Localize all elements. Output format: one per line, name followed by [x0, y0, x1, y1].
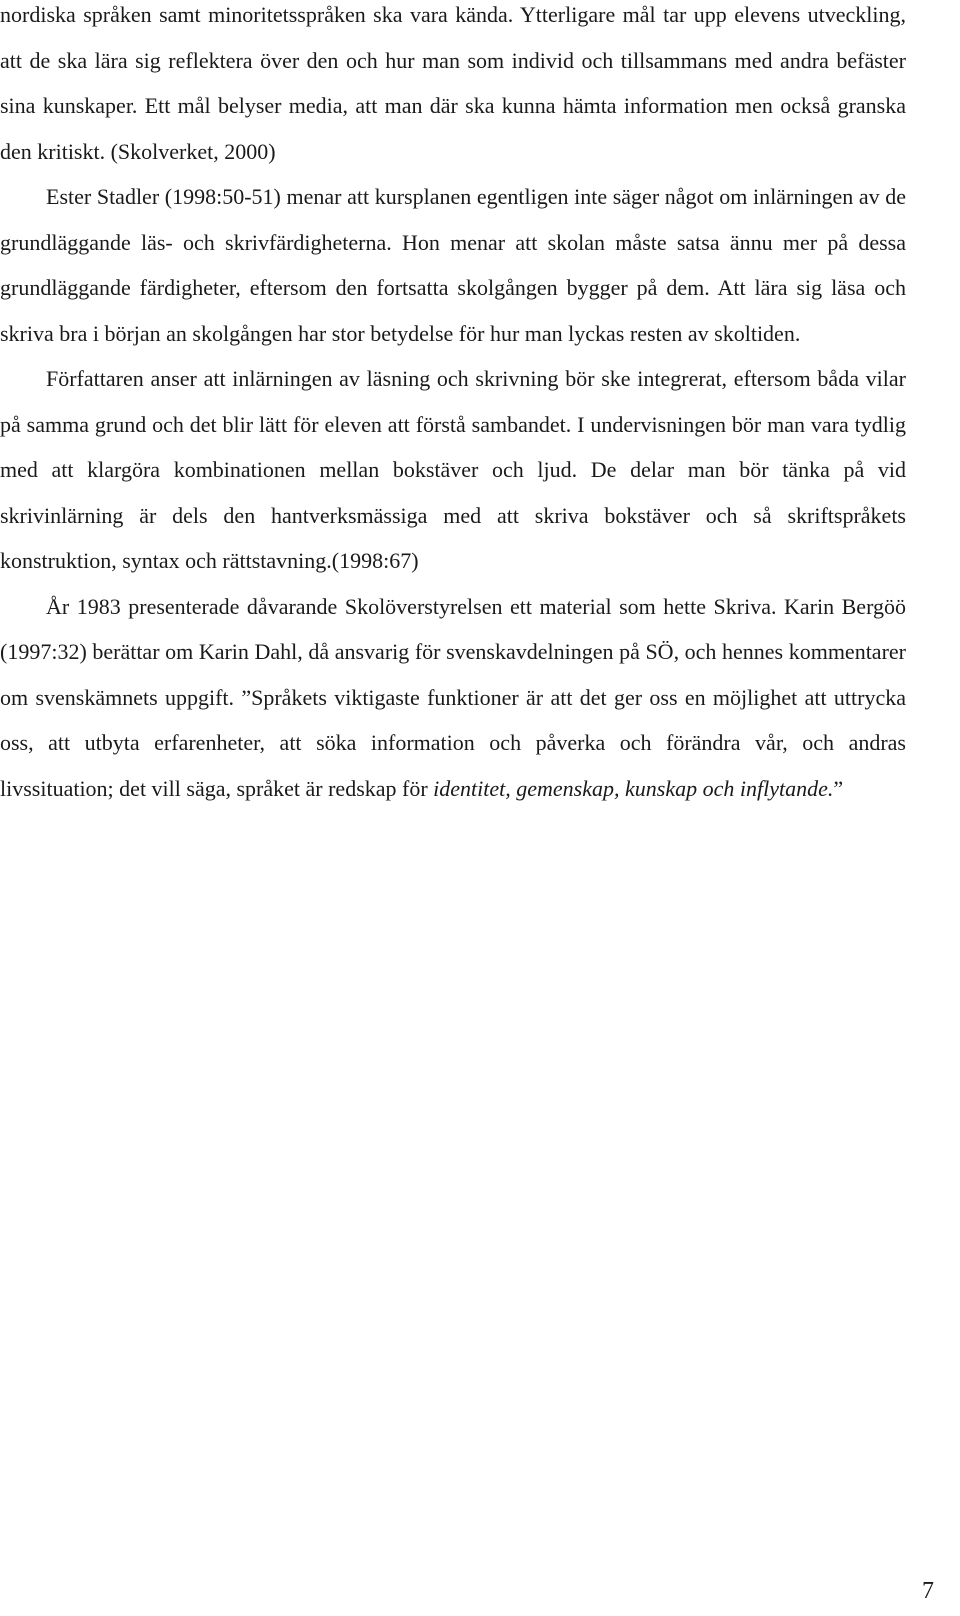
paragraph-1: nordiska språken samt minoritetsspråken ska vara kända. Ytterligare mål tar upp elevens utveckling, att de ska lära sig reflektera över den och hur man som individ och tillsammans med andra befäster sina kunskaper. Ett mål belyser media, att man där ska kunna hämta information men också granska den kritiskt. (Skolverket, 2000) [0, 2, 906, 164]
paragraph-2: Ester Stadler (1998:50-51) menar att kursplanen egentligen inte säger något om inlärningen av de grundläggande läs- och skrivfärdigheterna. Hon menar att skolan måste satsa ännu mer på dessa grundläggande färdigheter, eftersom den fortsatta skolgången bygger på dem. Att lära sig läsa och skriva bra i början an skolgången har stor betydelse för hur man lyckas resten av skoltiden. [0, 184, 906, 346]
body-text [0, 0, 906, 811]
paragraph-4 [0, 584, 906, 812]
quote-emphasis: identitet, gemenskap, kunskap och inflytande. [433, 775, 834, 801]
page-number: 7 [922, 1578, 934, 1604]
paragraph-4-text: År 1983 presenterade dåvarande Skolöverstyrelsen ett material som hette Skriva. Karin Bergöö (1997:32) berättar om Karin Dahl, då ansvarig för svenskavdelningen på SÖ, och hennes kommentarer om svenskämnets uppgift. ”Språkets viktigaste funktioner är att det ger oss en möjlighet att uttrycka oss, att utbyta erfarenheter, att söka information och påverka och förändra vår, och andras livssituation; det vill säga, språket är redskap för [0, 593, 906, 801]
paragraph-3: Författaren anser att inlärningen av läsning och skrivning bör ske integrerat, eftersom båda vilar på samma grund och det blir lätt för eleven att förstå sambandet. I undervisningen bör man vara tydlig med att klargöra kombinationen mellan bokstäver och ljud. De delar man bör tänka på vid skrivinlärning är dels den hantverksmässiga med att skriva bokstäver och så skriftspråkets konstruktion, syntax och rättstavning.(1998:67) [0, 366, 906, 573]
quote-closing-mark: ” [833, 775, 844, 801]
